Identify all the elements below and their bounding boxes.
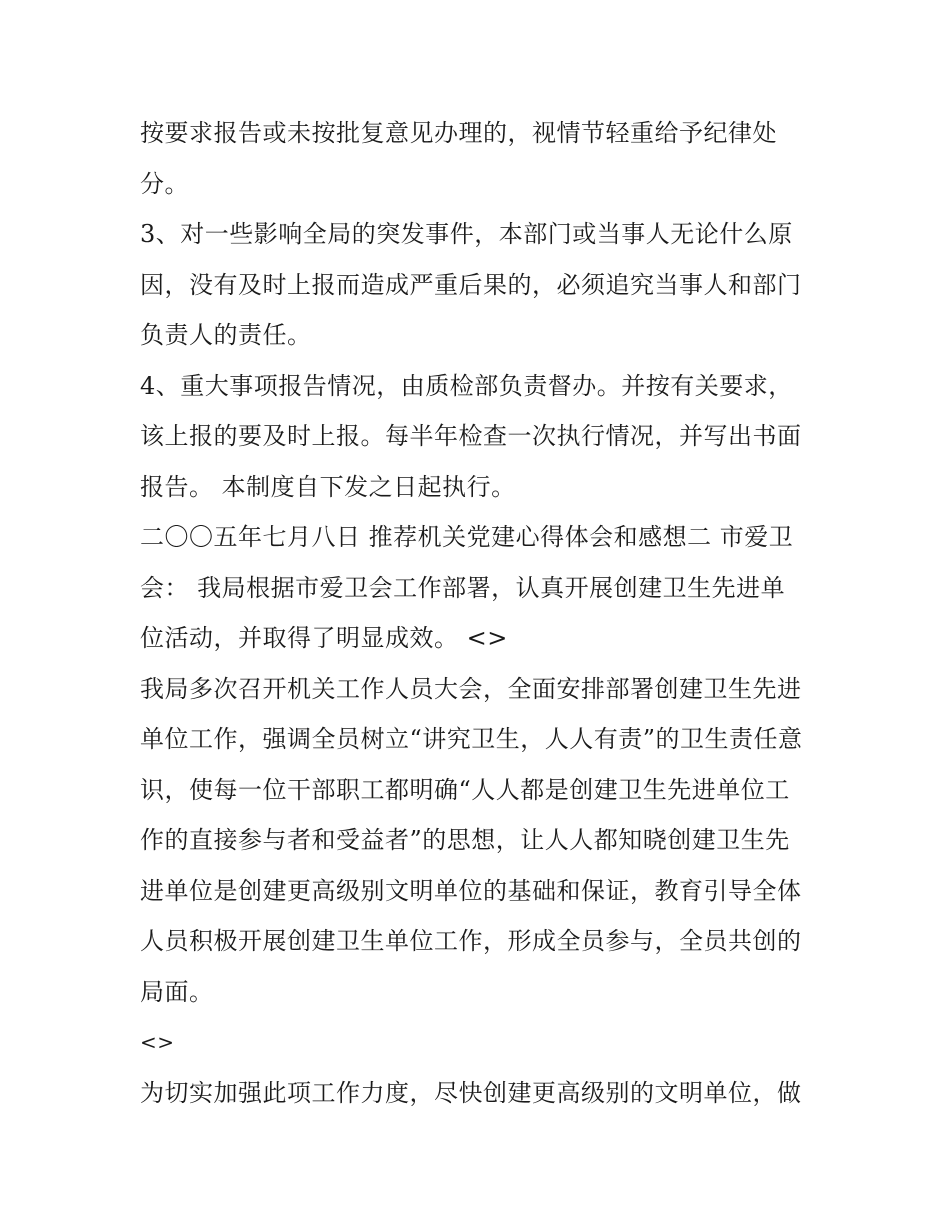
text-line: 4、重大事项报告情况，由质检部负责督办。并按有关要求， (140, 371, 793, 400)
text-line: 局面。 (140, 977, 214, 1006)
text-line: 人员积极开展创建卫生单位工作，形成全员参与，全员共创的 (140, 927, 802, 955)
text-line: 位活动，并取得了明显成效。 <> (140, 624, 508, 652)
text-line: 因，没有及时上报而造成严重后果的，必须追究当事人和部门 (140, 270, 802, 299)
text-line: 作的直接参与者和受益者”的思想，让人人都知晓创建卫生先 (140, 826, 790, 854)
text-line: 报告。 本制度自下发之日起执行。 (140, 472, 516, 501)
document-body (140, 108, 830, 1118)
text-line: 会： 我局根据市爱卫会工作部署，认真开展创建卫生先进单 (140, 573, 786, 602)
text-line: <> (140, 1030, 175, 1054)
text-line: 识，使每一位干部职工都明确“人人都是创建卫生先进单位工 (140, 775, 790, 804)
text-line: 该上报的要及时上报。每半年检查一次执行情况，并写出书面 (140, 422, 802, 450)
text-line: 单位工作，强调全员树立“讲究卫生，人人有责”的卫生责任意 (140, 725, 803, 753)
text-line: 为切实加强此项工作力度，尽快创建更高级别的文明单位，做 (140, 1078, 802, 1107)
text-line: 分。 (140, 169, 189, 198)
text-line: 按要求报告或未按批复意见办理的，视情节轻重给予纪律处 (140, 119, 777, 147)
text-line: 负责人的责任。 (140, 321, 312, 349)
text-line: 二〇〇五年七月八日 推荐机关党建心得体会和感想二 市爱卫 (140, 523, 794, 551)
text-line: 进单位是创建更高级别文明单位的基础和保证，教育引导全体 (140, 876, 802, 905)
text-line: 3、对一些影响全局的突发事件，本部门或当事人无论什么原 (140, 220, 793, 248)
text-line: 我局多次召开机关工作人员大会，全面安排部署创建卫生先进 (140, 674, 802, 703)
